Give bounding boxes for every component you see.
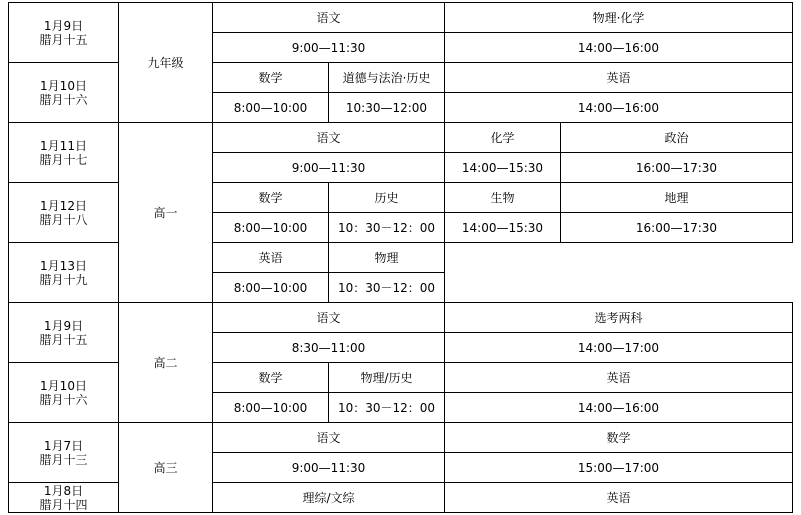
time-cell: 14:00—15:30	[445, 153, 561, 183]
time-cell: 14:00—16:00	[445, 93, 793, 123]
subject-cell: 英语	[213, 243, 329, 273]
table-row	[9, 423, 793, 453]
date-text: 1月8日	[43, 483, 84, 498]
subject-cell: 英语	[445, 483, 793, 513]
subject-cell: 生物	[445, 183, 561, 213]
time-cell: 15:00—17:00	[445, 453, 793, 483]
time-cell: 9:00—11:30	[213, 153, 445, 183]
time-cell: 14:00—16:00	[445, 33, 793, 63]
date-text: 1月9日	[43, 18, 84, 33]
date-cell	[9, 423, 119, 483]
date-text: 1月10日	[40, 78, 87, 93]
time-cell: 9:00—11:30	[213, 33, 445, 63]
time-cell: 10：30－12：00	[329, 273, 445, 303]
time-cell: 8:00—10:00	[213, 93, 329, 123]
table-row	[9, 303, 793, 333]
subject-cell: 物理·化学	[445, 3, 793, 33]
empty-cell	[445, 243, 793, 303]
date-cell	[9, 183, 119, 243]
time-cell: 8:00—10:00	[213, 393, 329, 423]
date-text: 1月9日	[43, 318, 84, 333]
subject-cell: 数学	[445, 423, 793, 453]
subject-cell: 英语	[445, 363, 793, 393]
date-cell	[9, 63, 119, 123]
date-text: 1月7日	[43, 438, 84, 453]
subject-cell: 英语	[445, 63, 793, 93]
subject-cell: 数学	[213, 363, 329, 393]
date-cell	[9, 303, 119, 363]
date-cell	[9, 483, 119, 513]
time-cell: 8:00—10:00	[213, 273, 329, 303]
lunar-date-text: 腊月十四	[39, 497, 88, 512]
subject-cell: 语文	[213, 123, 445, 153]
date-text: 1月10日	[40, 378, 87, 393]
grade-cell: 高三	[119, 423, 213, 513]
subject-cell: 选考两科	[445, 303, 793, 333]
time-cell: 10：30－12：00	[329, 213, 445, 243]
subject-cell: 历史	[329, 183, 445, 213]
time-cell: 8:00—10:00	[213, 213, 329, 243]
time-cell: 16:00—17:30	[561, 213, 793, 243]
subject-cell: 语文	[213, 3, 445, 33]
subject-cell: 语文	[213, 423, 445, 453]
lunar-date-text: 腊月十九	[39, 272, 88, 287]
lunar-date-text: 腊月十七	[39, 152, 88, 167]
time-cell: 14:00—16:00	[445, 393, 793, 423]
exam-schedule-table	[8, 2, 793, 513]
lunar-date-text: 腊月十六	[39, 92, 88, 107]
subject-cell: 数学	[213, 183, 329, 213]
date-text: 1月11日	[40, 138, 87, 153]
subject-cell: 道德与法治·历史	[329, 63, 445, 93]
grade-cell: 高一	[119, 123, 213, 303]
subject-cell: 理综/文综	[213, 483, 445, 513]
time-cell: 10：30－12：00	[329, 393, 445, 423]
subject-cell: 数学	[213, 63, 329, 93]
lunar-date-text: 腊月十五	[39, 332, 88, 347]
grade-cell: 九年级	[119, 3, 213, 123]
subject-cell: 政治	[561, 123, 793, 153]
date-cell	[9, 363, 119, 423]
subject-cell: 语文	[213, 303, 445, 333]
date-text: 1月13日	[40, 258, 87, 273]
time-cell: 14:00—17:00	[445, 333, 793, 363]
time-cell: 16:00—17:30	[561, 153, 793, 183]
date-cell	[9, 3, 119, 63]
table-row	[9, 3, 793, 33]
time-cell: 9:00—11:30	[213, 453, 445, 483]
grade-cell: 高二	[119, 303, 213, 423]
time-cell: 8:30—11:00	[213, 333, 445, 363]
lunar-date-text: 腊月十三	[39, 452, 88, 467]
time-cell: 14:00—15:30	[445, 213, 561, 243]
subject-cell: 物理/历史	[329, 363, 445, 393]
subject-cell: 化学	[445, 123, 561, 153]
lunar-date-text: 腊月十五	[39, 32, 88, 47]
table-row	[9, 123, 793, 153]
time-cell: 10:30—12:00	[329, 93, 445, 123]
date-text: 1月12日	[40, 198, 87, 213]
subject-cell: 地理	[561, 183, 793, 213]
date-cell	[9, 243, 119, 303]
lunar-date-text: 腊月十六	[39, 392, 88, 407]
lunar-date-text: 腊月十八	[39, 212, 88, 227]
subject-cell: 物理	[329, 243, 445, 273]
date-cell	[9, 123, 119, 183]
